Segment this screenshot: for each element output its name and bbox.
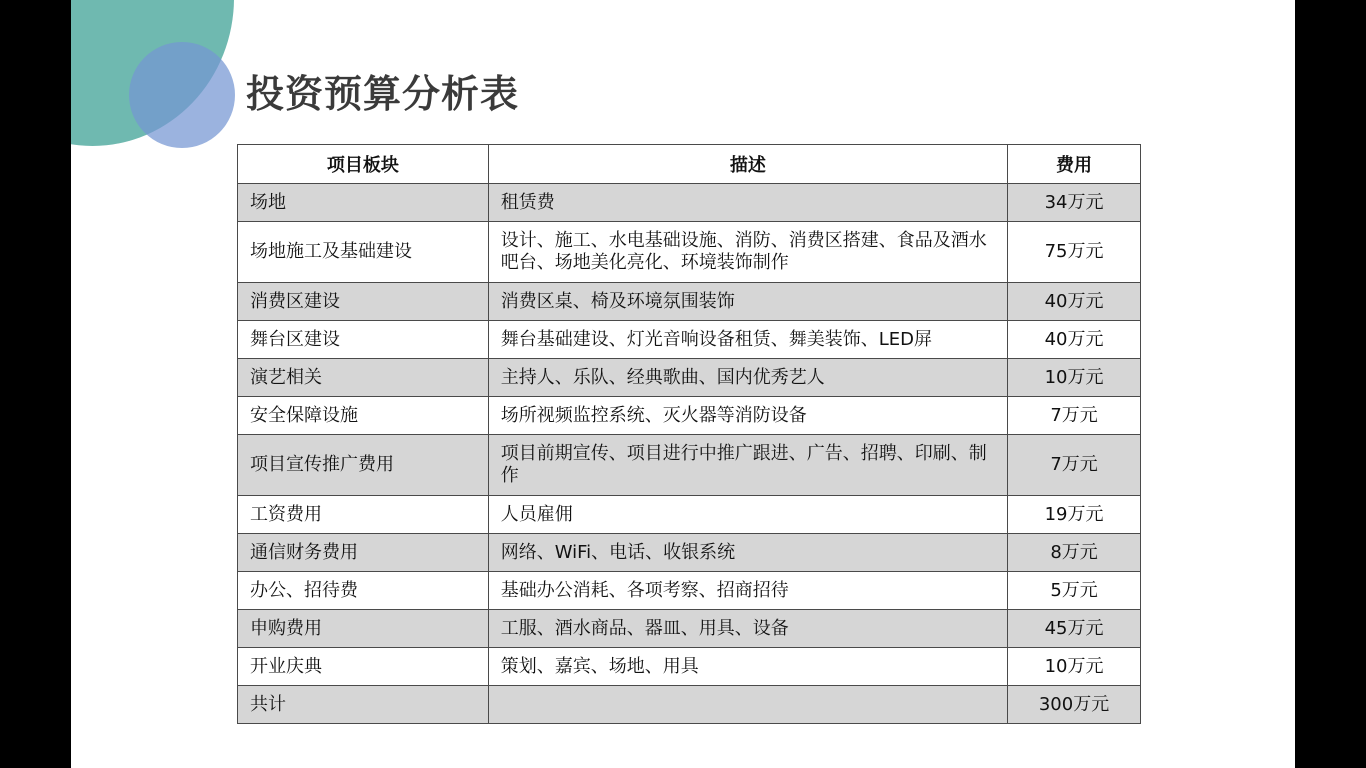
cell-total-cost: 300万元 xyxy=(1008,686,1141,724)
cell-category: 工资费用 xyxy=(238,496,489,534)
cell-cost: 7万元 xyxy=(1008,435,1141,496)
table-row xyxy=(238,222,1141,283)
cell-category: 场地施工及基础建设 xyxy=(238,222,489,283)
table-total-row xyxy=(238,686,1141,724)
cell-description: 设计、施工、水电基础设施、消防、消费区搭建、食品及酒水吧台、场地美化亮化、环境装饰制作 xyxy=(488,222,1007,283)
cell-total-label: 共计 xyxy=(238,686,489,724)
cell-cost: 45万元 xyxy=(1008,610,1141,648)
cell-description: 租赁费 xyxy=(488,184,1007,222)
slide xyxy=(71,0,1295,768)
cell-description xyxy=(488,686,1007,724)
cell-category: 办公、招待费 xyxy=(238,572,489,610)
table-row xyxy=(238,610,1141,648)
cell-category: 安全保障设施 xyxy=(238,397,489,435)
table-header-row xyxy=(238,145,1141,184)
table-row xyxy=(238,283,1141,321)
header-description: 描述 xyxy=(488,145,1007,184)
cell-category: 开业庆典 xyxy=(238,648,489,686)
cell-description: 项目前期宣传、项目进行中推广跟进、广告、招聘、印刷、制作 xyxy=(488,435,1007,496)
cell-cost: 34万元 xyxy=(1008,184,1141,222)
table-row xyxy=(238,648,1141,686)
table-row xyxy=(238,534,1141,572)
header-category: 项目板块 xyxy=(238,145,489,184)
cell-cost: 10万元 xyxy=(1008,648,1141,686)
table-row xyxy=(238,359,1141,397)
budget-table xyxy=(237,144,1141,724)
cell-category: 场地 xyxy=(238,184,489,222)
cell-category: 演艺相关 xyxy=(238,359,489,397)
cell-category: 消费区建设 xyxy=(238,283,489,321)
decorative-circle-blue xyxy=(129,42,235,148)
cell-cost: 10万元 xyxy=(1008,359,1141,397)
cell-cost: 5万元 xyxy=(1008,572,1141,610)
table-row xyxy=(238,321,1141,359)
table-row xyxy=(238,496,1141,534)
cell-description: 工服、酒水商品、器皿、用具、设备 xyxy=(488,610,1007,648)
cell-category: 项目宣传推广费用 xyxy=(238,435,489,496)
cell-category: 舞台区建设 xyxy=(238,321,489,359)
cell-description: 场所视频监控系统、灭火器等消防设备 xyxy=(488,397,1007,435)
table-row xyxy=(238,572,1141,610)
cell-cost: 8万元 xyxy=(1008,534,1141,572)
header-cost: 费用 xyxy=(1008,145,1141,184)
slide-title: 投资预算分析表 xyxy=(246,72,520,116)
table-row xyxy=(238,184,1141,222)
cell-description: 策划、嘉宾、场地、用具 xyxy=(488,648,1007,686)
cell-category: 通信财务费用 xyxy=(238,534,489,572)
cell-cost: 75万元 xyxy=(1008,222,1141,283)
cell-cost: 40万元 xyxy=(1008,321,1141,359)
cell-category: 申购费用 xyxy=(238,610,489,648)
cell-cost: 19万元 xyxy=(1008,496,1141,534)
cell-description: 人员雇佣 xyxy=(488,496,1007,534)
cell-cost: 7万元 xyxy=(1008,397,1141,435)
cell-description: 基础办公消耗、各项考察、招商招待 xyxy=(488,572,1007,610)
cell-cost: 40万元 xyxy=(1008,283,1141,321)
cell-description: 舞台基础建设、灯光音响设备租赁、舞美装饰、LED屏 xyxy=(488,321,1007,359)
table-row xyxy=(238,397,1141,435)
cell-description: 主持人、乐队、经典歌曲、国内优秀艺人 xyxy=(488,359,1007,397)
cell-description: 消费区桌、椅及环境氛围装饰 xyxy=(488,283,1007,321)
table-row xyxy=(238,435,1141,496)
cell-description: 网络、WiFi、电话、收银系统 xyxy=(488,534,1007,572)
